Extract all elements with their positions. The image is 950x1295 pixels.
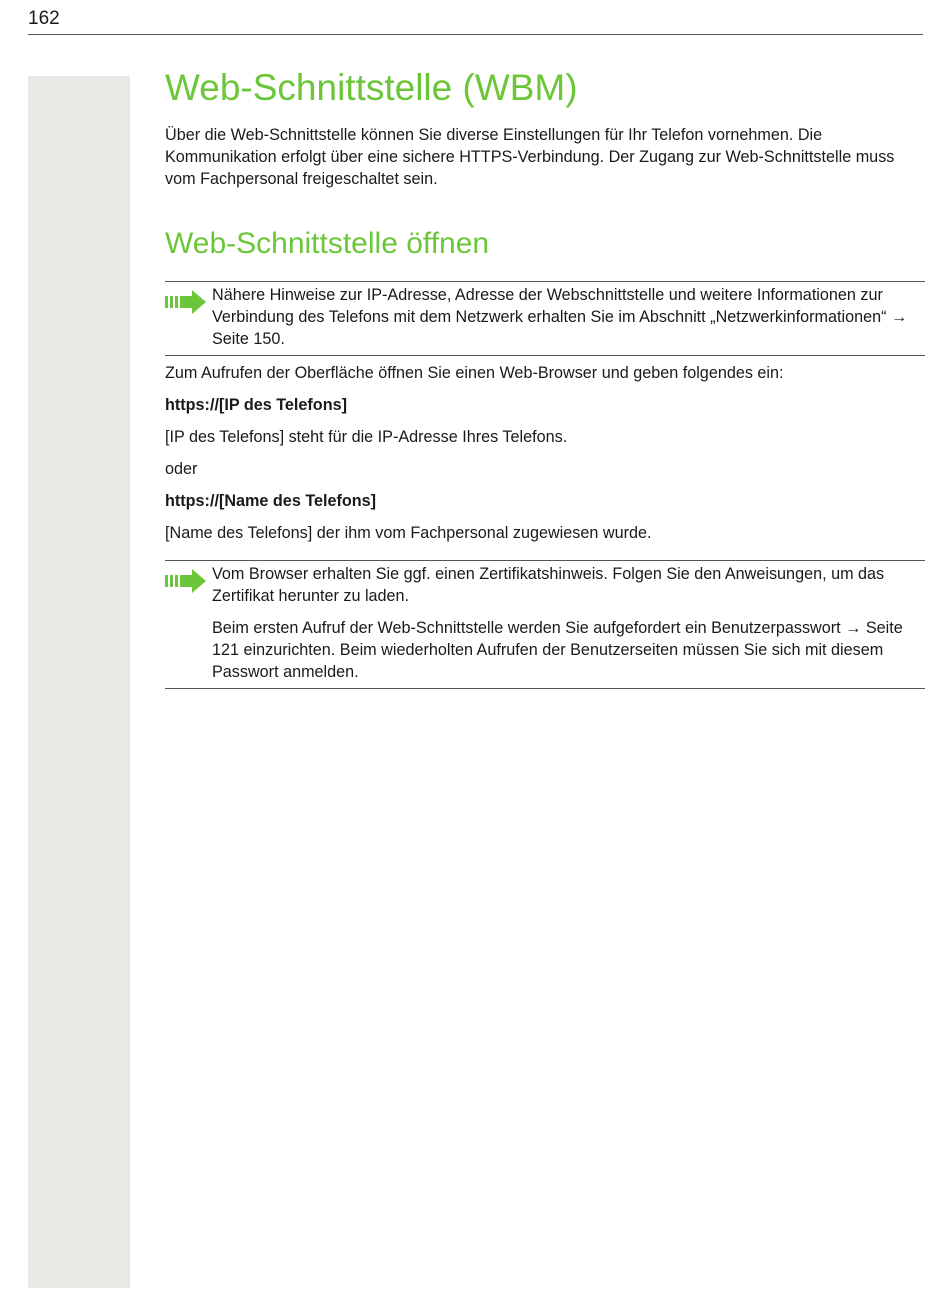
page-number: 162 <box>28 8 60 29</box>
header-divider <box>28 34 923 35</box>
note-box-certificate <box>165 560 925 689</box>
step-text: Zum Aufrufen der Oberfläche öffnen Sie einen Web-Browser und geben folgendes ein: <box>165 364 784 382</box>
url-ip: https://[IP des Telefons] <box>165 396 347 414</box>
page-content <box>165 66 925 689</box>
step-text: [IP des Telefons] steht für die IP-Adresse Ihres Telefons. <box>165 428 568 446</box>
note-paragraph: Beim ersten Aufruf der Web-Schnittstelle werden Sie aufgefordert ein Benutzerpasswort → Seite 121 einzurichten. Beim wiederholten Aufrufen der Benutzerseiten müssen Sie sich mit diesem Passwort anmelden. <box>212 619 903 681</box>
url-name: https://[Name des Telefons] <box>165 492 377 510</box>
note-box-network <box>165 281 925 356</box>
section-heading: Web-Schnittstelle öffnen <box>165 227 490 260</box>
step-text: oder <box>165 460 198 478</box>
step-text: [Name des Telefons] der ihm vom Fachpersonal zugewiesen wurde. <box>165 524 652 542</box>
note-text: Nähere Hinweise zur IP-Adresse, Adresse der Webschnittstelle und weitere Informationen zur Verbindung des Telefons mit dem Netzwerk erhalten Sie im Abschnitt „Netzwerkinformationen“ → Seite 150. <box>212 286 908 348</box>
note-paragraph: Vom Browser erhalten Sie ggf. einen Zertifikatshinweis. Folgen Sie den Anweisungen, um das Zertifikat herunter zu laden. <box>212 565 885 605</box>
page-title: Web-Schnittstelle (WBM) <box>165 67 578 108</box>
intro-paragraph: Über die Web-Schnittstelle können Sie diverse Einstellungen für Ihr Telefon vornehmen. Die Kommunikation erfolgt über eine sichere HTTPS-Verbindung. Der Zugang zur Web-Schnittstelle muss vom Fachpersonal freigeschaltet sein. <box>165 126 895 188</box>
arrow-note-icon <box>165 290 207 314</box>
arrow-note-icon <box>165 569 207 593</box>
margin-sidebar <box>28 76 130 1288</box>
